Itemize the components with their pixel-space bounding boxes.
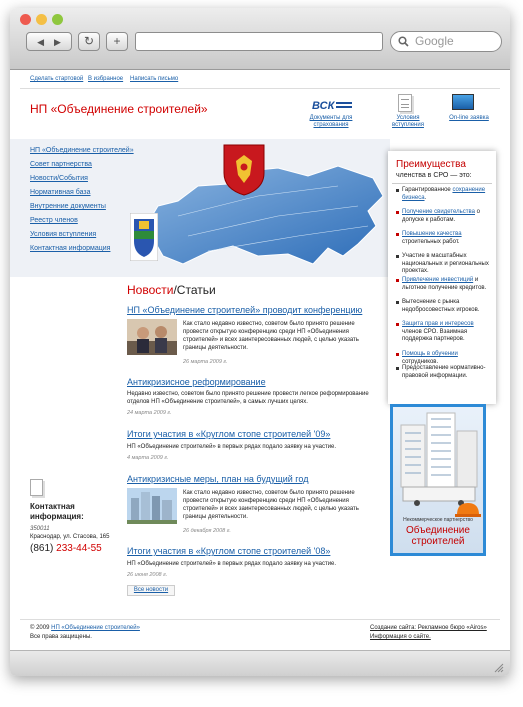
advantage-item: Предоставление нормативно-правовой информации. xyxy=(396,365,492,380)
footer-divider xyxy=(20,619,500,620)
advantage-link[interactable]: сохранение бизнеса xyxy=(402,187,486,201)
advantage-item: Гарантированное сохранение бизнеса. xyxy=(396,187,492,202)
contacts-title: Контактная информация: xyxy=(30,502,84,521)
plus-icon: + xyxy=(113,34,121,48)
svg-text:ВСК: ВСК xyxy=(312,100,335,112)
news-title[interactable]: Антикризисные меры, план на будущий год xyxy=(127,474,309,484)
nav-item-internal-docs[interactable]: Внутренние документы xyxy=(30,203,106,210)
partnership-banner[interactable] xyxy=(390,404,486,556)
news-thumbnail[interactable] xyxy=(127,488,177,524)
add-bookmark-button[interactable] xyxy=(106,32,128,51)
news-title[interactable]: Итоги участия в «Круглом стопе строителей '08» xyxy=(127,546,331,556)
news-text: Как стало недавно известно, советом было принято решение провести открытую конференцию среди НП «Объединения строителей» и всех заинтересованных людей, с целью указать границы деятельности. xyxy=(183,490,359,520)
advantage-item: Вытеснение с рынка недобросовестных игроков. xyxy=(396,299,492,314)
hardhat-icon xyxy=(455,501,481,517)
advantage-link[interactable]: Повышение качества xyxy=(402,231,462,237)
coat-of-arms-emblem xyxy=(222,143,266,197)
membership-conditions-link[interactable]: Условия вступления xyxy=(392,115,424,128)
news-title[interactable]: НП «Объединение строителей» проводит конференцию xyxy=(127,305,363,315)
nav-item-registry[interactable]: Реестр членов xyxy=(30,217,78,224)
news-title[interactable]: Антикризисное реформирование xyxy=(127,377,266,387)
footer-credit-link[interactable]: Создание сайта: Рекламное бюро «Airos» xyxy=(370,625,487,631)
advantages-divider xyxy=(392,183,492,184)
news-date: 26 декабря 2008 г. xyxy=(183,528,231,534)
news-date: 26 июня 2008 г. xyxy=(127,572,168,578)
footer-info-link[interactable]: Информация о сайте. xyxy=(370,634,431,640)
back-icon[interactable]: ◀ xyxy=(37,37,44,47)
zoom-window-button[interactable] xyxy=(52,14,63,25)
contacts-address: Краснодар, ул. Стасова, 165 xyxy=(30,534,110,540)
forward-icon[interactable]: ▶ xyxy=(54,37,61,47)
advantage-item: Участие в масштабных национальных и региональных проектах. xyxy=(396,253,492,276)
all-news-button[interactable]: Все новости xyxy=(127,585,175,596)
nav-item-news[interactable]: Новости/События xyxy=(30,175,88,182)
add-favorites-link[interactable]: В избранное xyxy=(88,76,124,82)
nav-item-org[interactable]: НП «Объединение строителей» xyxy=(30,147,134,154)
advantage-link[interactable]: Защита прав и интересов xyxy=(402,321,474,327)
insurance-docs-link[interactable]: Документы для страхования xyxy=(309,115,353,128)
footer-org-link[interactable]: НП «Объединение строителей» xyxy=(51,625,140,631)
document-icon xyxy=(30,479,43,496)
advantage-link[interactable]: Помощь в обучении xyxy=(402,351,458,357)
close-window-button[interactable] xyxy=(20,14,31,25)
document-icon[interactable] xyxy=(398,94,412,112)
news-text: Недавно известно, советом было принято решение провести легкое реформирование отделов НП «Объединение строителей», в самых лучших целях. xyxy=(127,391,369,405)
advantage-link[interactable]: Получение свидетельства xyxy=(402,209,475,215)
address-bar[interactable] xyxy=(135,32,383,51)
insurance-logo[interactable] xyxy=(312,98,352,113)
advantage-item: Привлечение инвестиций и льготное получение кредитов. xyxy=(396,277,492,292)
news-date: 24 марта 2009 г. xyxy=(127,410,172,416)
footer-rights: Все права защищены. xyxy=(30,634,92,640)
banner-name: Объединение строителей xyxy=(406,525,470,547)
nav-item-contacts[interactable]: Контактная информация xyxy=(30,245,111,252)
news-thumbnail[interactable] xyxy=(127,319,177,355)
make-homepage-link[interactable]: Сделать стартовой xyxy=(30,76,84,82)
advantage-link[interactable]: Привлечение инвестиций xyxy=(402,277,474,283)
write-letter-link[interactable]: Написать письмо xyxy=(130,76,179,82)
advantages-subtitle: членства в СРО — это: xyxy=(396,172,472,179)
news-date: 26 марта 2009 г. xyxy=(183,359,228,365)
browser-toolbar xyxy=(10,8,510,70)
advantage-item: Защита прав и интересов членов СРО. Взаимная поддержка партнеров. xyxy=(396,321,492,344)
advantage-item: Помощь в обучении сотрудников. xyxy=(396,351,492,366)
footer-copyright: © 2009 НП «Объединение строителей» xyxy=(30,625,140,631)
advantages-panel xyxy=(388,151,496,404)
minimize-window-button[interactable] xyxy=(36,14,47,25)
news-text: НП «Объединение строителей» в первых рядах подало заявку на участие. xyxy=(127,561,337,567)
contacts-phone: (861) 233-44-55 xyxy=(30,543,102,554)
news-date: 4 марта 2009 г. xyxy=(127,455,169,461)
news-text: Как стало недавно известно, советом было принято решение провести открытую конференцию среди НП «Объединения строителей» и всех заинтересованных людей, с целью указать границы деятельности. xyxy=(183,321,359,351)
nav-item-membership[interactable]: Условия вступления xyxy=(30,231,97,238)
status-bar xyxy=(10,650,510,676)
banner-caption: Некоммерческое партнерство xyxy=(403,517,473,523)
resize-grip-icon[interactable] xyxy=(494,663,504,673)
monitor-icon[interactable] xyxy=(452,94,474,110)
advantage-item: Получение свидетельства о допуске к работам. xyxy=(396,209,492,224)
browser-window xyxy=(10,8,510,676)
news-heading: Новости/Статьи xyxy=(127,283,216,297)
search-field[interactable] xyxy=(390,31,502,52)
online-request-link[interactable]: On-line заявка xyxy=(449,115,489,121)
regional-emblem xyxy=(130,213,158,261)
nav-item-normative[interactable]: Нормативная база xyxy=(30,189,91,196)
building-illustration xyxy=(393,407,483,507)
news-title[interactable]: Итоги участия в «Круглом стопе строителей '09» xyxy=(127,429,331,439)
back-forward-buttons[interactable] xyxy=(26,32,72,51)
search-icon xyxy=(398,36,409,47)
contacts-zip: 350011 xyxy=(30,526,50,532)
advantage-item: Повышение качества строительных работ. xyxy=(396,231,492,246)
reload-button[interactable] xyxy=(78,32,100,51)
news-text: НП «Объединение строителей» в первых рядах подало заявку на участие. xyxy=(127,444,337,450)
site-title[interactable]: НП «Объединение строителей» xyxy=(30,102,208,116)
top-divider xyxy=(20,88,500,89)
advantages-title: Преимущества xyxy=(396,159,466,170)
search-placeholder: Google xyxy=(415,34,454,48)
reload-icon: ↻ xyxy=(83,34,95,48)
nav-item-council[interactable]: Совет партнерства xyxy=(30,161,92,168)
